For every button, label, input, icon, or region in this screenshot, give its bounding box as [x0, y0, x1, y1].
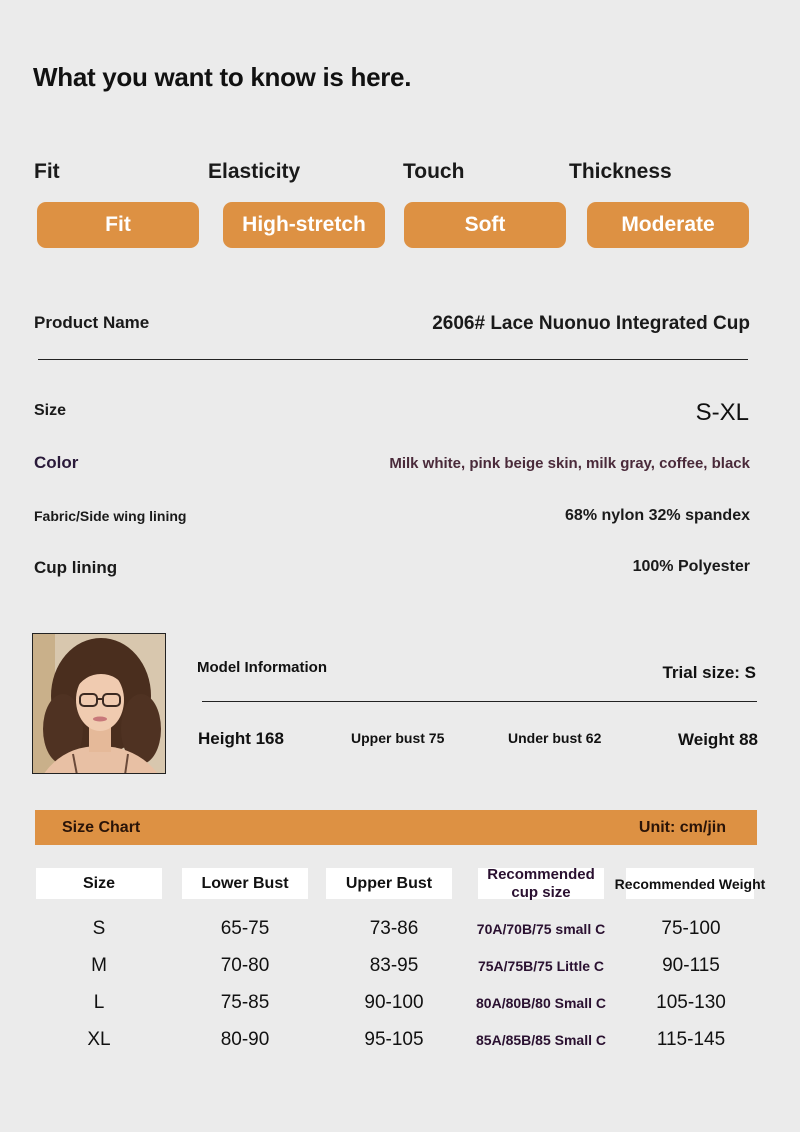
table-cell-size: L — [93, 992, 105, 1013]
attribute-value-touch: Soft — [404, 202, 566, 248]
table-cell-size: M — [91, 955, 107, 976]
product-name-value: 2606# Lace Nuonuo Integrated Cup — [432, 313, 750, 334]
product-name-label: Product Name — [34, 313, 150, 332]
table-cell-size: XL — [87, 1029, 111, 1050]
trial-size: Trial size: S — [662, 663, 756, 682]
size-chart-title: Size Chart — [62, 819, 141, 836]
attribute-value-fit: Fit — [37, 202, 199, 248]
attribute-label-touch: Touch — [403, 160, 465, 183]
model-photo — [32, 633, 166, 774]
table-cell-upper-bust: 90-100 — [364, 992, 424, 1013]
size-chart-bar — [35, 810, 757, 845]
table-cell-cup-size: 80A/80B/80 Small C — [476, 995, 606, 1011]
model-info-label: Model Information — [197, 659, 327, 676]
divider — [38, 359, 748, 360]
table-cell-upper-bust: 83-95 — [369, 955, 419, 976]
column-header-upper-bust: Upper Bust — [326, 868, 452, 899]
table-cell-cup-size: 85A/85B/85 Small C — [476, 1032, 606, 1048]
table-cell-weight: 90-115 — [662, 955, 720, 976]
attribute-label-thickness: Thickness — [569, 160, 672, 183]
cup-lining-label: Cup lining — [34, 558, 118, 577]
table-cell-weight: 115-145 — [656, 1029, 726, 1050]
size-value: S-XL — [695, 399, 749, 426]
table-cell-lower-bust: 65-75 — [220, 918, 270, 939]
table-cell-size: S — [92, 918, 106, 939]
column-header-lower-bust: Lower Bust — [182, 868, 308, 899]
fabric-label: Fabric/Side wing lining — [34, 508, 187, 524]
divider — [202, 701, 757, 702]
table-cell-cup-size: 70A/70B/75 small C — [476, 921, 606, 937]
attribute-label-fit: Fit — [34, 160, 60, 183]
model-weight: Weight 88 — [678, 730, 758, 749]
column-header-cup-size: Recommended cup size — [478, 868, 604, 899]
table-cell-cup-size: 75A/75B/75 Little C — [477, 958, 605, 974]
model-height: Height 168 — [198, 729, 284, 748]
size-chart-unit: Unit: cm/jin — [638, 819, 726, 836]
attribute-value-thickness: Moderate — [587, 202, 749, 248]
table-cell-lower-bust: 75-85 — [220, 992, 270, 1013]
attribute-value-elasticity: High-stretch — [223, 202, 385, 248]
page-title: What you want to know is here. — [33, 62, 412, 92]
fabric-value: 68% nylon 32% spandex — [565, 507, 750, 524]
color-label: Color — [34, 453, 79, 472]
table-cell-lower-bust: 80-90 — [220, 1029, 270, 1050]
table-cell-weight: 105-130 — [656, 992, 726, 1013]
column-header-weight: Recommended Weight — [626, 868, 754, 899]
size-label: Size — [34, 402, 67, 419]
table-cell-upper-bust: 95-105 — [364, 1029, 424, 1050]
table-cell-upper-bust: 73-86 — [369, 918, 419, 939]
model-under-bust: Under bust 62 — [508, 730, 602, 746]
attribute-label-elasticity: Elasticity — [208, 160, 301, 183]
model-upper-bust: Upper bust 75 — [351, 730, 445, 746]
column-header-size: Size — [36, 868, 162, 899]
table-cell-weight: 75-100 — [661, 918, 721, 939]
color-value: Milk white, pink beige skin, milk gray, coffee, black — [389, 455, 750, 472]
table-cell-lower-bust: 70-80 — [220, 955, 270, 976]
cup-lining-value: 100% Polyester — [632, 558, 750, 575]
